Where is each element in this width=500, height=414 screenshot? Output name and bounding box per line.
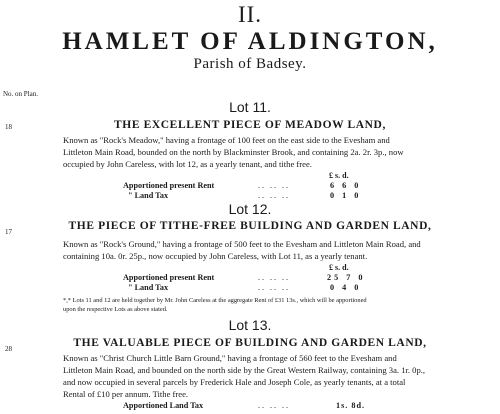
note-line: *,* Lots 11 and 12 are held together by Mr. John Careless at the aggregate Rent of £31 13s., which will be apportioned <box>63 297 367 304</box>
lot-11-tax-dots: .. .. .. <box>258 191 290 200</box>
lot-11-rent-dots: .. .. .. <box>258 181 290 190</box>
lot-13-tax-amount: 1s. 8d. <box>336 401 366 410</box>
note-line: upon the respective Lots as above stated. <box>63 306 168 313</box>
lot-11-plan-number: 18 <box>5 123 12 131</box>
section-number: II. <box>237 2 263 27</box>
lot-12-tax-dots: .. .. .. <box>258 283 290 292</box>
lot-12-money-header: £ s. d. <box>329 263 349 272</box>
lot-12-plan-number: 17 <box>5 228 12 236</box>
lot-12-tax-label: " Land Tax <box>128 283 169 292</box>
description-line: and now occupied in several parcels by Frederick Hale and Joseph Cole, as yearly tenants, at a total <box>63 377 406 387</box>
lot-11-money-header: £ s. d. <box>329 171 349 180</box>
lot-11-tax-amount: 0 1 0 <box>330 191 362 200</box>
lot-13-label: Lot 13. <box>228 317 272 333</box>
lot-13-heading: THE VALUABLE PIECE OF BUILDING AND GARDEN LAND, <box>73 337 427 349</box>
lot-13-tax-dots: .. .. .. <box>258 401 290 410</box>
page-subtitle: Parish of Badsey. <box>193 56 307 72</box>
lot-11-rent-amount: 6 6 0 <box>330 181 362 190</box>
lot-12-rent-label: Apportioned present Rent <box>123 273 215 282</box>
lot-12-description <box>63 238 500 262</box>
description-line: Littleton Main Road, and bounded on the north side by the Great Western Railway, containing 3a. 1r. 0p., <box>63 365 426 375</box>
lot-12-rent-amount: 25 7 0 <box>327 273 366 282</box>
plan-column-label: No. on Plan. <box>3 90 38 98</box>
description-line: Known as "Rock's Ground," having a frontage of 500 feet to the Evesham and Littleton Main Road, and <box>63 239 421 249</box>
description-line: Littleton Main Road, bounded on the north by Blackminster Brook, and containing 2a. 2r. 3p., now <box>63 147 404 157</box>
lot-12-label: Lot 12. <box>228 201 272 217</box>
lot-12-rent-dots: .. .. .. <box>258 273 290 282</box>
description-line: Rental of £10 per annum. Tithe free. <box>63 389 189 399</box>
lot-11-description <box>63 134 500 170</box>
lot-13-plan-number: 28 <box>5 345 12 353</box>
lot-13-tax-label: Apportioned Land Tax <box>123 401 204 410</box>
lot-11-rent-label: Apportioned present Rent <box>123 181 215 190</box>
description-line: Known as "Christ Church Little Barn Ground," having a frontage of 560 feet to the Evesham and <box>63 353 397 363</box>
lot-12-heading: THE PIECE OF TITHE-FREE BUILDING AND GARDEN LAND, <box>68 220 432 232</box>
page-title: HAMLET OF ALDINGTON, <box>62 28 438 55</box>
description-line: Known as "Rock's Meadow," having a frontage of 100 feet on the east side to the Evesham and <box>63 135 390 145</box>
lot-11-tax-label: " Land Tax <box>128 191 169 200</box>
lot-12-tax-amount: 0 4 0 <box>330 283 362 292</box>
lot-13-description <box>63 352 500 400</box>
lot-11-heading: THE EXCELLENT PIECE OF MEADOW LAND, <box>114 119 386 131</box>
description-line: occupied by John Careless, with lot 12, as a yearly tenant, and tithe free. <box>63 159 312 169</box>
lot-12-note <box>63 296 500 314</box>
lot-11-label: Lot 11. <box>229 99 271 115</box>
description-line: containing 10a. 0r. 25p., now occupied by John Careless, with Lot 11, as a yearly tenant. <box>63 251 368 261</box>
